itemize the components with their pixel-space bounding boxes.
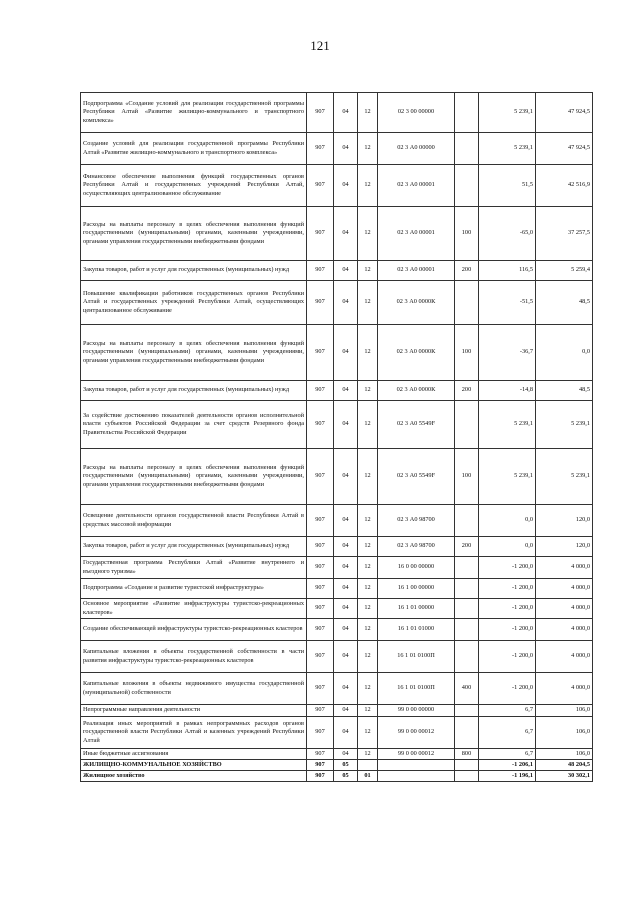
- subsection-code: 12: [358, 165, 378, 207]
- expense-type-code: 200: [455, 381, 479, 401]
- page-number: 121: [310, 38, 330, 53]
- table-row: [81, 557, 593, 579]
- ministry-code: 907: [307, 207, 334, 261]
- table-row: [81, 619, 593, 641]
- change-amount: -1 200,0: [479, 579, 536, 599]
- expense-type-code: [455, 557, 479, 579]
- section-code: 04: [334, 207, 358, 261]
- section-code: 04: [334, 93, 358, 133]
- expense-type-code: [455, 401, 479, 449]
- target-article-code: 16 1 01 01000: [378, 619, 455, 641]
- row-name: Жилищное хозяйство: [81, 771, 307, 782]
- table-row: [81, 381, 593, 401]
- expense-type-code: 200: [455, 261, 479, 281]
- total-amount: 4 000,0: [536, 579, 593, 599]
- expense-type-code: 100: [455, 449, 479, 505]
- target-article-code: 16 1 01 00000: [378, 599, 455, 619]
- row-name: Расходы на выплаты персоналу в целях обеспечения выполнения функций государственными (муниципальными) органами, казенными учреждениями, органами управления государственными внебюджетными фондами: [81, 325, 307, 381]
- row-name: Подпрограмма «Создание и развитие туристской инфраструктуры»: [81, 579, 307, 599]
- section-code: 04: [334, 673, 358, 705]
- subsection-code: 12: [358, 207, 378, 261]
- target-article-code: 02 3 00 00000: [378, 93, 455, 133]
- total-amount: 47 924,5: [536, 93, 593, 133]
- subsection-code: 12: [358, 325, 378, 381]
- change-amount: -51,5: [479, 281, 536, 325]
- ministry-code: 907: [307, 619, 334, 641]
- expense-type-code: [455, 93, 479, 133]
- total-amount: 0,0: [536, 325, 593, 381]
- change-amount: 5 239,1: [479, 133, 536, 165]
- target-article-code: 02 3 А0 00000: [378, 133, 455, 165]
- ministry-code: 907: [307, 401, 334, 449]
- section-code: 04: [334, 261, 358, 281]
- target-article-code: 16 0 00 00000: [378, 557, 455, 579]
- subsection-code: 12: [358, 505, 378, 537]
- change-amount: -14,8: [479, 381, 536, 401]
- table-row: [81, 449, 593, 505]
- section-code: 04: [334, 641, 358, 673]
- row-name: Иные бюджетные ассигнования: [81, 749, 307, 760]
- row-name: Государственная программа Республики Алтай «Развитие внутреннего и въездного туризма»: [81, 557, 307, 579]
- row-name: Финансовое обеспечение выполнения функций государственных органов Республики Алтай и государственных учреждений Республики Алтай, осуществляющих централизованное обслуживание: [81, 165, 307, 207]
- ministry-code: 907: [307, 641, 334, 673]
- section-code: 04: [334, 537, 358, 557]
- section-code: 04: [334, 579, 358, 599]
- subsection-code: 12: [358, 673, 378, 705]
- row-name: Капитальные вложения в объекты недвижимого имущества государственной (муниципальной) собственности: [81, 673, 307, 705]
- section-code: 04: [334, 505, 358, 537]
- table-row: [81, 771, 593, 782]
- subsection-code: 12: [358, 557, 378, 579]
- ministry-code: 907: [307, 771, 334, 782]
- target-article-code: 02 3 А0 00001: [378, 165, 455, 207]
- table-row: [81, 749, 593, 760]
- row-name: Освещение деятельности органов государственной власти Республики Алтай в средствах массовой информации: [81, 505, 307, 537]
- section-code: 04: [334, 749, 358, 760]
- change-amount: -1 206,1: [479, 760, 536, 771]
- row-name: Реализация иных мероприятий в рамках непрограммных расходов органов государственной власти Республики Алтай и казенных учреждений Республики Алтай: [81, 717, 307, 749]
- expense-type-code: [455, 619, 479, 641]
- target-article-code: 02 3 А0 0000К: [378, 381, 455, 401]
- target-article-code: 99 0 00 00012: [378, 749, 455, 760]
- row-name: Закупка товаров, работ и услуг для государственных (муниципальных) нужд: [81, 381, 307, 401]
- total-amount: 120,0: [536, 537, 593, 557]
- section-code: 05: [334, 771, 358, 782]
- section-code: 04: [334, 619, 358, 641]
- section-code: 04: [334, 717, 358, 749]
- total-amount: 37 257,5: [536, 207, 593, 261]
- table-row: [81, 705, 593, 717]
- section-code: 04: [334, 401, 358, 449]
- expense-type-code: [455, 579, 479, 599]
- table-row: [81, 165, 593, 207]
- subsection-code: 12: [358, 133, 378, 165]
- expense-type-code: 200: [455, 537, 479, 557]
- section-code: 04: [334, 449, 358, 505]
- ministry-code: 907: [307, 599, 334, 619]
- total-amount: 42 516,9: [536, 165, 593, 207]
- subsection-code: [358, 760, 378, 771]
- section-code: 05: [334, 760, 358, 771]
- row-name: Создание условий для реализации государственной программы Республики Алтай «Развитие жилищно-коммунального и транспортного комплекса»: [81, 133, 307, 165]
- total-amount: 4 000,0: [536, 673, 593, 705]
- ministry-code: 907: [307, 505, 334, 537]
- expense-type-code: [455, 641, 479, 673]
- row-name: Расходы на выплаты персоналу в целях обеспечения выполнения функций государственными (муниципальными) органами, казенными учреждениями, органами управления государственными внебюджетными фондами: [81, 207, 307, 261]
- expense-type-code: [455, 165, 479, 207]
- subsection-code: 12: [358, 281, 378, 325]
- target-article-code: 02 3 А0 0000К: [378, 325, 455, 381]
- expense-type-code: [455, 133, 479, 165]
- total-amount: 5 239,1: [536, 401, 593, 449]
- expense-type-code: 100: [455, 207, 479, 261]
- change-amount: -36,7: [479, 325, 536, 381]
- table-row: [81, 93, 593, 133]
- total-amount: 30 302,1: [536, 771, 593, 782]
- ministry-code: 907: [307, 557, 334, 579]
- section-code: 04: [334, 381, 358, 401]
- row-name: Основное мероприятие «Развитие инфраструктуры туристско-рекреационных кластеров»: [81, 599, 307, 619]
- expense-type-code: [455, 599, 479, 619]
- target-article-code: 02 3 А0 98700: [378, 505, 455, 537]
- row-name: Закупка товаров, работ и услуг для государственных (муниципальных) нужд: [81, 537, 307, 557]
- total-amount: 47 924,5: [536, 133, 593, 165]
- target-article-code: 02 3 А0 0000К: [378, 281, 455, 325]
- subsection-code: 12: [358, 641, 378, 673]
- target-article-code: 02 3 А0 00001: [378, 207, 455, 261]
- target-article-code: 16 1 01 0100П: [378, 641, 455, 673]
- table-row: [81, 717, 593, 749]
- expense-type-code: [455, 771, 479, 782]
- section-code: 04: [334, 325, 358, 381]
- subsection-code: 12: [358, 93, 378, 133]
- target-article-code: 02 3 А0 5549F: [378, 401, 455, 449]
- expense-type-code: 100: [455, 325, 479, 381]
- change-amount: -1 200,0: [479, 619, 536, 641]
- table-row: [81, 579, 593, 599]
- table-row: [81, 505, 593, 537]
- change-amount: 0,0: [479, 537, 536, 557]
- change-amount: -1 200,0: [479, 557, 536, 579]
- section-code: 04: [334, 133, 358, 165]
- target-article-code: 16 1 00 00000: [378, 579, 455, 599]
- table-row: [81, 261, 593, 281]
- total-amount: 48 204,5: [536, 760, 593, 771]
- total-amount: 5 259,4: [536, 261, 593, 281]
- subsection-code: 12: [358, 381, 378, 401]
- change-amount: 0,0: [479, 505, 536, 537]
- change-amount: 5 239,1: [479, 401, 536, 449]
- change-amount: 5 239,1: [479, 93, 536, 133]
- subsection-code: 12: [358, 401, 378, 449]
- change-amount: -1 200,0: [479, 641, 536, 673]
- table-row: [81, 401, 593, 449]
- expense-type-code: [455, 505, 479, 537]
- target-article-code: 99 0 00 00012: [378, 717, 455, 749]
- subsection-code: 12: [358, 599, 378, 619]
- target-article-code: 16 1 01 0100П: [378, 673, 455, 705]
- expense-type-code: 800: [455, 749, 479, 760]
- ministry-code: 907: [307, 133, 334, 165]
- subsection-code: 12: [358, 717, 378, 749]
- row-name: За содействие достижению показателей деятельности органов исполнительной власти субъектов Российской Федерации за счет средств Резервного фонда Правительства Российской Федерации: [81, 401, 307, 449]
- table-row: [81, 133, 593, 165]
- expense-type-code: [455, 281, 479, 325]
- expense-type-code: [455, 705, 479, 717]
- subsection-code: 12: [358, 579, 378, 599]
- table-row: [81, 760, 593, 771]
- target-article-code: 02 3 А0 5549F: [378, 449, 455, 505]
- total-amount: 106,0: [536, 749, 593, 760]
- row-name: Повышение квалификации работников государственных органов Республики Алтай и государственных учреждений Республики Алтай, осуществляющих централизованное обслуживание: [81, 281, 307, 325]
- change-amount: -1 196,1: [479, 771, 536, 782]
- subsection-code: 12: [358, 261, 378, 281]
- table-row: [81, 281, 593, 325]
- ministry-code: 907: [307, 261, 334, 281]
- section-code: 04: [334, 557, 358, 579]
- table-row: [81, 207, 593, 261]
- row-name: Капитальные вложения в объекты государственной собственности в части развития инфраструктуры туристско-рекреационных кластеров: [81, 641, 307, 673]
- budget-table: [80, 92, 593, 782]
- target-article-code: [378, 771, 455, 782]
- ministry-code: 907: [307, 760, 334, 771]
- target-article-code: 02 3 А0 00001: [378, 261, 455, 281]
- change-amount: -1 200,0: [479, 599, 536, 619]
- subsection-code: 12: [358, 537, 378, 557]
- ministry-code: 907: [307, 579, 334, 599]
- total-amount: 48,5: [536, 281, 593, 325]
- target-article-code: [378, 760, 455, 771]
- ministry-code: 907: [307, 165, 334, 207]
- change-amount: -1 200,0: [479, 673, 536, 705]
- table-row: [81, 673, 593, 705]
- row-name: Подпрограмма «Создание условий для реализации государственной программы Республики Алтай «Развитие жилищно-коммунального и транспортного комплекса»: [81, 93, 307, 133]
- total-amount: 5 239,1: [536, 449, 593, 505]
- section-code: 04: [334, 281, 358, 325]
- total-amount: 4 000,0: [536, 557, 593, 579]
- section-code: 04: [334, 599, 358, 619]
- total-amount: 4 000,0: [536, 619, 593, 641]
- change-amount: 5 239,1: [479, 449, 536, 505]
- row-name: Закупка товаров, работ и услуг для государственных (муниципальных) нужд: [81, 261, 307, 281]
- change-amount: 6,7: [479, 749, 536, 760]
- ministry-code: 907: [307, 381, 334, 401]
- change-amount: 6,7: [479, 705, 536, 717]
- ministry-code: 907: [307, 537, 334, 557]
- ministry-code: 907: [307, 449, 334, 505]
- total-amount: 4 000,0: [536, 641, 593, 673]
- change-amount: 6,7: [479, 717, 536, 749]
- section-code: 04: [334, 165, 358, 207]
- total-amount: 106,0: [536, 705, 593, 717]
- total-amount: 120,0: [536, 505, 593, 537]
- ministry-code: 907: [307, 705, 334, 717]
- subsection-code: 12: [358, 449, 378, 505]
- change-amount: 51,5: [479, 165, 536, 207]
- row-name: ЖИЛИЩНО-КОММУНАЛЬНОЕ ХОЗЯЙСТВО: [81, 760, 307, 771]
- ministry-code: 907: [307, 717, 334, 749]
- table-row: [81, 599, 593, 619]
- expense-type-code: 400: [455, 673, 479, 705]
- total-amount: 106,0: [536, 717, 593, 749]
- ministry-code: 907: [307, 749, 334, 760]
- target-article-code: 02 3 А0 98700: [378, 537, 455, 557]
- expense-type-code: [455, 717, 479, 749]
- section-code: 04: [334, 705, 358, 717]
- table-row: [81, 325, 593, 381]
- subsection-code: 12: [358, 749, 378, 760]
- row-name: Расходы на выплаты персоналу в целях обеспечения выполнения функций государственными (муниципальными) органами, казенными учреждениями, органами управления государственными внебюджетными фондами: [81, 449, 307, 505]
- total-amount: 48,5: [536, 381, 593, 401]
- subsection-code: 12: [358, 705, 378, 717]
- table-row: [81, 537, 593, 557]
- row-name: Создание обеспечивающей инфраструктуры туристско-рекреационных кластеров: [81, 619, 307, 641]
- change-amount: -65,0: [479, 207, 536, 261]
- ministry-code: 907: [307, 281, 334, 325]
- subsection-code: 01: [358, 771, 378, 782]
- target-article-code: 99 0 00 00000: [378, 705, 455, 717]
- table-row: [81, 641, 593, 673]
- subsection-code: 12: [358, 619, 378, 641]
- total-amount: 4 000,0: [536, 599, 593, 619]
- change-amount: 116,5: [479, 261, 536, 281]
- ministry-code: 907: [307, 325, 334, 381]
- expense-type-code: [455, 760, 479, 771]
- ministry-code: 907: [307, 93, 334, 133]
- row-name: Непрограммные направления деятельности: [81, 705, 307, 717]
- ministry-code: 907: [307, 673, 334, 705]
